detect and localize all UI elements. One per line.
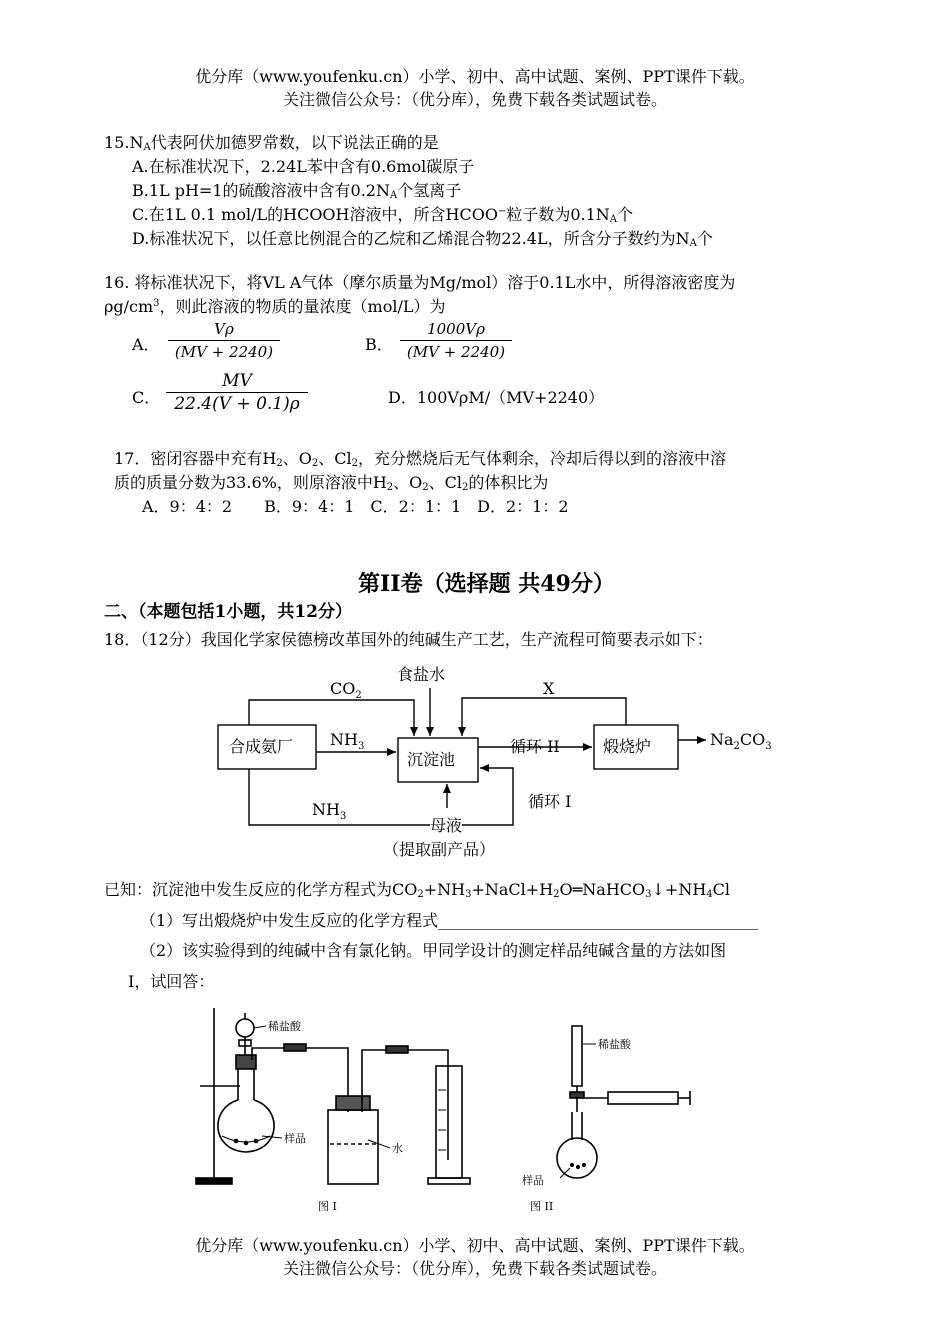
q16-option-c-fraction <box>166 370 308 415</box>
flow-byproduct-label: （提取副产品） <box>383 840 496 859</box>
fig2-burette <box>572 1026 582 1086</box>
q17-stem-line-1: 17．密闭容器中充有$H_2$、$O_2$、$Cl_2$，充分燃烧后无气体剩余，冷却后得以到的溶液中溶 <box>114 449 726 469</box>
section-2-part-heading: 二、（本题包括1小题，共12分） <box>104 602 352 622</box>
q15-option-d: D.标准状况下，以任意比例混合的乙烷和乙烯混合物22.4L，所含分子数约为$N_A$个 <box>132 229 713 249</box>
flow-mother-liquor-label: 母液 <box>430 816 463 835</box>
header-line-1: 优分库（www.youfenku.cn）小学、初中、高中试题、案例、PPT课件下载。 <box>195 67 755 86</box>
flow-ammonia-plant-label: 合成氨厂 <box>229 737 294 756</box>
q16-stem-line-1: 16. 将标准状况下，将VL A气体（摩尔质量为Mg/mol）溶于0.1L水中，所得溶液密度为 <box>104 273 736 292</box>
q15-option-a: A.在标准状况下，2.24L苯中含有0.6mol碳原子 <box>132 157 475 176</box>
q16-option-b-denominator: (MV + 2240) <box>406 343 506 361</box>
fig1-bottle <box>328 1110 378 1184</box>
q15-option-b: B.1L pH=1的硫酸溶液中含有$0.2N_A$个氢离子 <box>132 181 462 201</box>
footer-line-2: 关注微信公众号：（优分库），免费下载各类试题试卷。 <box>282 1259 667 1278</box>
q16-option-b-fraction <box>400 318 512 363</box>
q18-part-2-line-2: Ⅰ，试回答： <box>128 972 215 991</box>
q18-part-2-line-1: （2）该实验得到的纯碱中含有氯化钠。甲同学设计的测定样品纯碱含量的方法如图 <box>140 941 727 960</box>
fig2-caption: 图 II <box>530 1200 554 1213</box>
flow-cycle-1-label: 循环 I <box>528 792 572 811</box>
fig2-syringe <box>608 1092 678 1104</box>
q16-option-c-denominator: 22.4(V + 0.1)ρ <box>174 394 300 414</box>
q15-option-c: C.在1L 0.1 mol/L的HCOOH溶液中，所含HCOO−粒子数为$0.1N_A$个 <box>132 205 634 225</box>
q17-options: A．9：4：2 B．9：4：1 C．2：1：1 D．2：1：2 <box>142 497 569 516</box>
fig1-caption: 图 I <box>318 1200 337 1213</box>
q16-option-a-numerator: Vρ <box>214 320 234 338</box>
fig1-stopper <box>236 1055 256 1069</box>
flow-nh3-top-label: $NH_3$ <box>330 730 365 752</box>
fig2-flask <box>557 1138 597 1178</box>
footer-line-1: 优分库（www.youfenku.cn）小学、初中、高中试题、案例、PPT课件下载。 <box>195 1236 755 1255</box>
q16-option-c-label: C． <box>132 388 161 407</box>
flow-co2-label: $CO_2$ <box>330 679 362 701</box>
q15-stem: $15.N_A$代表阿伏加德罗常数，以下说法正确的是 <box>104 133 439 153</box>
fig1-water-label: 水 <box>392 1142 403 1155</box>
cycle-1-line <box>462 768 513 825</box>
x-recycle-line <box>462 698 626 736</box>
flow-settling-tank-label: 沉淀池 <box>407 750 456 769</box>
fig2-sample-label: 样品 <box>522 1174 544 1187</box>
flow-salt-water-label: 食盐水 <box>397 665 446 684</box>
q16-option-b-label: B． <box>365 335 393 354</box>
q16-option-b-numerator: 1000Vρ <box>427 320 485 338</box>
q16-option-d: D．100VρM/（MV+2240） <box>388 388 605 407</box>
q16-stem-line-2: $\rho g/cm^3$，则此溶液的物质的量浓度（mol/L）为 <box>104 297 446 316</box>
section-2-title: 第II卷（选择题 共49分） <box>358 571 615 597</box>
q16-option-c-numerator: MV <box>222 371 252 391</box>
fig2-acid-label: 稀盐酸 <box>598 1038 631 1051</box>
fig1-acid-label: 稀盐酸 <box>268 1020 301 1033</box>
apparatus-figures <box>0 1000 950 1225</box>
flow-product-label: $Na_2CO_3$ <box>710 730 772 752</box>
production-flow-diagram <box>0 650 950 865</box>
flow-cycle-2-label: 循环 II <box>510 737 560 756</box>
q18-stem: 18．（12分）我国化学家侯德榜改革国外的纯碱生产工艺，生产流程可简要表示如下： <box>104 630 713 649</box>
flow-nh3-bottom-label: $NH_3$ <box>312 800 347 822</box>
q16-option-a-denominator: (MV + 2240) <box>174 343 274 361</box>
fig1-graduated-cylinder <box>436 1066 462 1178</box>
q18-part-1: （1）写出煅烧炉中发生反应的化学方程式________________________________________ <box>140 911 759 930</box>
q16-option-a-label: A． <box>132 335 160 354</box>
fig1-funnel-bulb <box>236 1019 254 1037</box>
flow-furnace-label: 煅烧炉 <box>603 737 652 756</box>
header-line-2: 关注微信公众号：（优分库），免费下载各类试题试卷。 <box>282 90 667 109</box>
q18-known-equation: 已知：沉淀池中发生反应的化学方程式为$CO_2+NH_3+NaCl+H_2O═NaHCO_3↓+NH_4Cl$ <box>104 880 731 900</box>
fig1-stand-base <box>196 1178 232 1184</box>
flow-x-label: X <box>543 679 555 698</box>
q16-option-a-fraction <box>168 318 280 363</box>
fig1-gas-tube <box>252 1048 348 1112</box>
fig1-sample-label: 样品 <box>284 1132 306 1145</box>
q17-stem-line-2: 质的质量分数为33.6%，则原溶液中$H_2$、$O_2$、$Cl_2$的体积比为 <box>114 473 549 493</box>
